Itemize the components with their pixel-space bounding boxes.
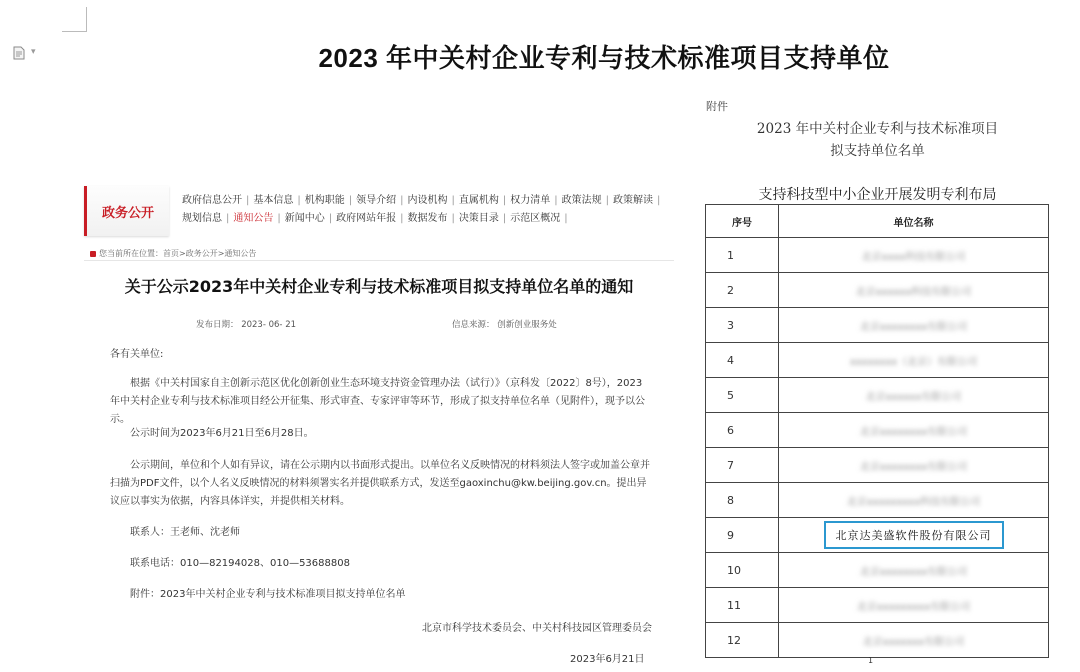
company-table (705, 204, 1049, 658)
paragraph-period: 公示时间为2023年6月21日至6月28日。 (130, 428, 314, 439)
nav-item[interactable]: 权力清单 (510, 195, 551, 206)
nav-separator: | (246, 195, 250, 206)
nav-item[interactable]: 决策目录 (458, 213, 499, 224)
nav-separator: | (226, 213, 230, 224)
nav-separator: | (502, 195, 507, 206)
nav-separator: | (502, 213, 507, 224)
nav-separator: | (605, 195, 609, 206)
nav-separator: | (564, 213, 568, 224)
company-name-cell (779, 378, 1049, 413)
company-name-cell (779, 623, 1049, 658)
row-number: 4 (706, 343, 779, 378)
paragraph-basis: 根据《中关村国家自主创新示范区优化创新创业生态环境支持资金管理办法（试行）》（京科发〔2022〕8号），2023年中关村企业专利与技术标准项目经公开征集、形式审查、专家评审等环节，形成了拟支持单位名单（见附件），现予以公示。 (110, 378, 645, 425)
page-number: 1 (868, 656, 874, 665)
redacted-company-name: 北京xxxxxxxx有限公司 (859, 426, 968, 438)
info-source: 信息来源： 创新创业服务处 (452, 320, 557, 330)
crop-corner-mark (62, 7, 87, 32)
nav-item[interactable]: 基本信息 (253, 195, 294, 206)
company-name-cell (779, 413, 1049, 448)
breadcrumb-text: 您当前所在位置：首页>政务公开>通知公告 (99, 249, 257, 258)
company-name-cell (779, 308, 1049, 343)
row-number: 2 (706, 273, 779, 308)
row-number: 12 (706, 623, 779, 658)
contact-person: 联系人：王老师、沈老师 (130, 527, 240, 538)
nav-item[interactable]: 数据发布 (407, 213, 448, 224)
redacted-company-name: 北京xxxxxxxxx科技有限公司 (846, 496, 981, 508)
nav-item[interactable]: 直属机构 (458, 195, 499, 206)
gov-open-badge[interactable] (84, 186, 169, 236)
attachment-title-line2: 拟支持单位名单 (830, 143, 925, 159)
nav-row (182, 210, 672, 228)
gov-open-badge-label: 政务公开 (101, 206, 154, 221)
column-header-no: 序号 (706, 205, 779, 238)
paragraph-objection: 公示期间，单位和个人如有异议，请在公示期内以书面形式提出。以单位名义反映情况的材料须法人签字或加盖公章并扫描为PDF文件，以个人名义反映情况的材料须署实名并提供联系方式，发送至gaoxinchu@kw.beijing.gov.cn。提出异议应以事实为依据，内容具体详实，并提供相关材料。 (110, 460, 650, 507)
redacted-company-name: 北京xxxxxxxx有限公司 (859, 321, 968, 333)
company-name-cell (779, 588, 1049, 623)
contact-phone: 联系电话：010—82194028、010—53688808 (130, 558, 350, 569)
attachment-link[interactable]: 附件：2023年中关村企业专利与技术标准项目拟支持单位名单 (130, 589, 406, 600)
nav-item[interactable]: 领导介绍 (356, 195, 397, 206)
table-row (706, 308, 1049, 343)
nav-separator: | (400, 213, 404, 224)
location-icon (90, 251, 96, 257)
nav-item[interactable]: 新闻中心 (284, 213, 325, 224)
nav-item[interactable]: 示范区概况 (510, 213, 561, 224)
publish-date: 发布日期： 2023- 06- 21 (196, 320, 297, 330)
company-name-cell (779, 273, 1049, 308)
company-name-cell (779, 518, 1049, 553)
nav-separator: | (348, 195, 353, 206)
nav-item[interactable]: 内设机构 (407, 195, 448, 206)
redacted-company-name: 北京xxxxxxxxx有限公司 (856, 601, 971, 613)
nav-separator: | (328, 213, 333, 224)
highlighted-company-name: 北京达美盛软件股份有限公司 (824, 521, 1004, 549)
redacted-company-name: 北京xxxxxx科技有限公司 (855, 286, 972, 298)
company-name-cell (779, 343, 1049, 378)
row-number: 3 (706, 308, 779, 343)
column-header-name: 单位名称 (779, 205, 1049, 238)
nav-item[interactable]: 通知公告 (233, 213, 274, 224)
table-row (706, 588, 1049, 623)
table-row (706, 343, 1049, 378)
divider (84, 260, 674, 261)
nav-item[interactable]: 规划信息 (182, 213, 222, 224)
table-row (706, 238, 1049, 273)
row-number: 5 (706, 378, 779, 413)
table-row (706, 378, 1049, 413)
attachment-label: 附件 (706, 100, 728, 113)
section-title: 支持科技型中小企业开展发明专利布局 (758, 187, 997, 203)
redacted-company-name: 北京xxxxxx有限公司 (865, 391, 962, 403)
nav-item[interactable]: 机构职能 (304, 195, 345, 206)
table-row (706, 553, 1049, 588)
nav-separator: | (297, 195, 301, 206)
table-row (706, 483, 1049, 518)
attachment-page (700, 96, 1060, 672)
nav-item[interactable]: 政府信息公开 (182, 195, 242, 206)
table-header-row (706, 205, 1049, 238)
signature-date: 2023年6月21日 (570, 654, 645, 665)
nav-separator: | (277, 213, 281, 224)
chevron-down-icon[interactable]: ▾ (31, 47, 36, 57)
table-row (706, 448, 1049, 483)
nav-separator: | (400, 195, 404, 206)
nav-separator: | (554, 195, 558, 206)
row-number: 10 (706, 553, 779, 588)
attachment-title (700, 118, 1055, 162)
table-row (706, 273, 1049, 308)
table-row (706, 623, 1049, 658)
row-number: 11 (706, 588, 779, 623)
company-name-cell (779, 553, 1049, 588)
nav-item[interactable]: 政府网站年报 (336, 213, 397, 224)
signature-org: 北京市科学技术委员会、中关村科技园区管理委员会 (422, 623, 652, 634)
top-nav (182, 192, 672, 228)
attachment-title-line1: 2023 年中关村企业专利与技术标准项目 (756, 121, 999, 137)
company-name-cell (779, 448, 1049, 483)
row-number: 7 (706, 448, 779, 483)
row-number: 9 (706, 518, 779, 553)
breadcrumb (90, 248, 256, 259)
row-number: 1 (706, 238, 779, 273)
page-title: 2023 年中关村企业专利与技术标准项目支持单位 (318, 43, 890, 73)
salutation: 各有关单位: (110, 349, 164, 360)
company-name-cell (779, 483, 1049, 518)
company-name-cell (779, 238, 1049, 273)
row-number: 8 (706, 483, 779, 518)
redacted-company-name: 北京xxxx科技有限公司 (861, 251, 966, 263)
redacted-company-name: 北京xxxxxxxx有限公司 (859, 461, 968, 473)
nav-row (182, 192, 672, 210)
nav-separator: | (451, 195, 455, 206)
nav-separator: | (657, 195, 661, 206)
notice-page (84, 182, 676, 672)
redacted-company-name: 北京xxxxxxxx有限公司 (859, 566, 968, 578)
table-row (706, 413, 1049, 448)
redacted-company-name: 北京xxxxxxx有限公司 (862, 636, 965, 648)
nav-item[interactable]: 政策法规 (561, 195, 602, 206)
table-row (706, 518, 1049, 553)
row-number: 6 (706, 413, 779, 448)
nav-separator: | (451, 213, 455, 224)
redacted-company-name: xxxxxxxx（北京）有限公司 (849, 356, 978, 368)
notice-title: 关于公示2023年中关村企业专利与技术标准项目拟支持单位名单的通知 (124, 277, 634, 296)
nav-item[interactable]: 政策解读 (613, 195, 653, 206)
